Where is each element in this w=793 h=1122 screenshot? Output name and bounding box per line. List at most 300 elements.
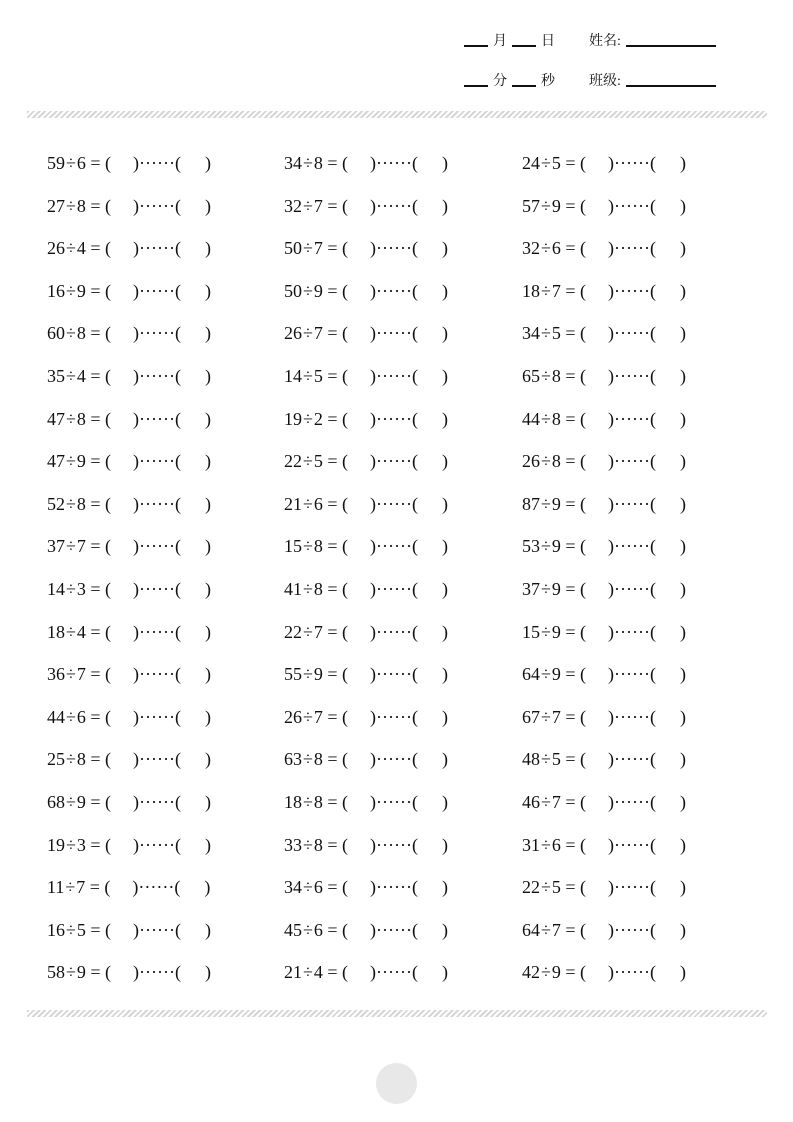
division-problem [522, 408, 686, 430]
remainder-open-paren: ( [412, 579, 419, 599]
remainder-close-paren: ) [205, 834, 212, 855]
divide-sign: ÷ [541, 323, 551, 344]
quotient-open-paren: ( [342, 621, 349, 642]
remainder-close-paren: ) [442, 919, 449, 940]
remainder-dots: ······ [614, 706, 651, 727]
second-blank[interactable] [512, 85, 536, 87]
remainder-dots: ······ [614, 493, 651, 514]
divide-sign: ÷ [303, 366, 313, 386]
divide-sign: ÷ [541, 621, 551, 642]
quotient-open-paren: ( [105, 706, 112, 727]
remainder-dots: ······ [376, 706, 413, 727]
divisor: 8 [551, 451, 561, 472]
quotient-close-paren: ) [370, 451, 377, 472]
remainder-open-paren: ( [650, 919, 657, 940]
remainder-dots: ······ [376, 919, 413, 940]
division-problem [284, 791, 448, 813]
division-problem [284, 621, 448, 643]
remainder-close-paren: ) [205, 536, 212, 557]
quotient-close-paren: ) [133, 280, 140, 301]
remainder-close-paren: ) [680, 919, 687, 940]
remainder-open-paren: ( [412, 664, 419, 685]
equals-sign: = [322, 579, 343, 599]
quotient-open-paren: ( [580, 962, 587, 983]
remainder-open-paren: ( [650, 451, 657, 472]
quotient-close-paren: ) [608, 792, 615, 812]
dividend: 42 [522, 962, 540, 983]
divide-sign: ÷ [303, 579, 313, 599]
dividend: 41 [284, 579, 302, 599]
class-blank[interactable] [626, 85, 716, 87]
quotient-open-paren: ( [105, 408, 112, 429]
division-problem [47, 493, 211, 515]
divisor: 8 [313, 749, 323, 770]
equals-sign: = [85, 280, 106, 301]
top-divider [27, 111, 767, 118]
dividend: 55 [284, 664, 302, 685]
remainder-close-paren: ) [680, 451, 687, 472]
remainder-open-paren: ( [175, 366, 182, 386]
division-problem [284, 834, 448, 856]
quotient-open-paren: ( [580, 280, 587, 301]
division-problem [47, 152, 211, 174]
remainder-open-paren: ( [175, 579, 182, 599]
quotient-open-paren: ( [105, 621, 112, 642]
divide-sign: ÷ [541, 451, 551, 472]
divide-sign: ÷ [66, 493, 76, 514]
divide-sign: ÷ [303, 749, 313, 770]
quotient-open-paren: ( [580, 323, 587, 344]
equals-sign: = [560, 195, 581, 216]
remainder-dots: ······ [376, 877, 413, 898]
remainder-close-paren: ) [205, 366, 212, 386]
remainder-open-paren: ( [412, 621, 419, 642]
division-problem [47, 919, 211, 941]
divisor: 8 [76, 749, 86, 770]
quotient-close-paren: ) [370, 536, 377, 557]
dividend: 67 [522, 706, 540, 727]
dividend: 53 [522, 536, 540, 557]
quotient-open-paren: ( [105, 280, 112, 301]
dividend: 21 [284, 493, 302, 514]
remainder-open-paren: ( [412, 195, 419, 216]
remainder-close-paren: ) [680, 962, 687, 983]
quotient-close-paren: ) [608, 323, 615, 344]
divide-sign: ÷ [303, 280, 313, 301]
quotient-close-paren: ) [133, 195, 140, 216]
quotient-close-paren: ) [370, 366, 377, 386]
quotient-close-paren: ) [370, 834, 377, 855]
division-problem [284, 365, 448, 387]
remainder-open-paren: ( [175, 408, 182, 429]
divisor: 4 [313, 962, 323, 983]
quotient-close-paren: ) [133, 664, 140, 685]
equals-sign: = [560, 706, 581, 727]
equals-sign: = [322, 877, 343, 898]
divisor: 6 [313, 877, 323, 898]
quotient-open-paren: ( [580, 579, 587, 599]
remainder-open-paren: ( [650, 366, 657, 386]
divisor: 9 [76, 280, 86, 301]
divisor: 5 [551, 877, 561, 898]
quotient-close-paren: ) [133, 451, 140, 472]
remainder-dots: ······ [139, 153, 176, 173]
quotient-open-paren: ( [580, 749, 587, 770]
division-problem [47, 365, 211, 387]
dividend: 33 [284, 834, 302, 855]
divisor: 7 [313, 195, 323, 216]
dividend: 32 [522, 238, 540, 259]
equals-sign: = [85, 493, 106, 514]
divisor: 5 [551, 153, 561, 173]
dividend: 57 [522, 195, 540, 216]
divide-sign: ÷ [303, 195, 313, 216]
quotient-close-paren: ) [133, 493, 140, 514]
remainder-dots: ······ [139, 280, 176, 301]
division-problem [522, 919, 686, 941]
quotient-close-paren: ) [370, 706, 377, 727]
remainder-dots: ······ [139, 493, 176, 514]
quotient-close-paren: ) [370, 664, 377, 685]
remainder-close-paren: ) [442, 877, 449, 898]
remainder-close-paren: ) [680, 238, 687, 259]
remainder-dots: ······ [614, 280, 651, 301]
dividend: 34 [284, 153, 302, 173]
division-problem [522, 322, 686, 344]
remainder-close-paren: ) [680, 621, 687, 642]
equals-sign: = [560, 280, 581, 301]
divisor: 9 [551, 664, 561, 685]
equals-sign: = [560, 621, 581, 642]
quotient-open-paren: ( [342, 408, 349, 429]
divisor: 9 [551, 536, 561, 557]
equals-sign: = [85, 664, 106, 685]
divisor: 9 [76, 792, 86, 812]
division-problem [47, 322, 211, 344]
quotient-close-paren: ) [370, 323, 377, 344]
divisor: 9 [551, 621, 561, 642]
remainder-open-paren: ( [175, 280, 182, 301]
remainder-close-paren: ) [680, 195, 687, 216]
division-problem [284, 663, 448, 685]
quotient-open-paren: ( [580, 919, 587, 940]
equals-sign: = [560, 366, 581, 386]
remainder-open-paren: ( [650, 153, 657, 173]
dividend: 44 [522, 408, 540, 429]
divide-sign: ÷ [541, 877, 551, 898]
divisor: 7 [313, 621, 323, 642]
divide-sign: ÷ [66, 792, 76, 812]
dividend: 50 [284, 280, 302, 301]
remainder-close-paren: ) [205, 195, 212, 216]
divide-sign: ÷ [303, 962, 313, 983]
equals-sign: = [85, 621, 106, 642]
quotient-close-paren: ) [608, 877, 615, 898]
dividend: 26 [522, 451, 540, 472]
quotient-open-paren: ( [580, 792, 587, 812]
remainder-close-paren: ) [680, 664, 687, 685]
quotient-open-paren: ( [105, 792, 112, 812]
divide-sign: ÷ [66, 579, 76, 599]
divide-sign: ÷ [66, 834, 76, 855]
divide-sign: ÷ [303, 451, 313, 472]
dividend: 24 [522, 153, 540, 173]
quotient-close-paren: ) [608, 536, 615, 557]
remainder-close-paren: ) [205, 153, 212, 173]
remainder-open-paren: ( [175, 238, 182, 259]
divisor: 8 [313, 579, 323, 599]
remainder-open-paren: ( [175, 962, 182, 983]
quotient-close-paren: ) [608, 280, 615, 301]
dividend: 18 [47, 621, 65, 642]
quotient-close-paren: ) [608, 366, 615, 386]
division-problem [284, 919, 448, 941]
remainder-close-paren: ) [680, 153, 687, 173]
divisor: 8 [313, 153, 323, 173]
quotient-close-paren: ) [133, 153, 140, 173]
remainder-open-paren: ( [412, 493, 419, 514]
remainder-dots: ······ [139, 834, 176, 855]
quotient-close-paren: ) [370, 919, 377, 940]
dividend: 14 [47, 579, 65, 599]
dividend: 47 [47, 408, 65, 429]
remainder-open-paren: ( [650, 792, 657, 812]
divide-sign: ÷ [303, 238, 313, 259]
division-problem [284, 322, 448, 344]
remainder-open-paren: ( [650, 408, 657, 429]
quotient-close-paren: ) [370, 749, 377, 770]
dividend: 46 [522, 792, 540, 812]
dividend: 35 [47, 366, 65, 386]
division-problem [284, 961, 448, 983]
remainder-dots: ······ [376, 792, 413, 812]
remainder-close-paren: ) [205, 493, 212, 514]
equals-sign: = [322, 664, 343, 685]
equals-sign: = [322, 323, 343, 344]
divide-sign: ÷ [303, 536, 313, 557]
remainder-dots: ······ [376, 749, 413, 770]
equals-sign: = [85, 153, 106, 173]
quotient-close-paren: ) [370, 493, 377, 514]
quotient-open-paren: ( [105, 366, 112, 386]
divisor: 8 [313, 792, 323, 812]
dividend: 59 [47, 153, 65, 173]
division-problem [522, 748, 686, 770]
quotient-open-paren: ( [342, 323, 349, 344]
remainder-close-paren: ) [442, 579, 449, 599]
remainder-dots: ······ [376, 323, 413, 344]
equals-sign: = [85, 792, 106, 812]
remainder-close-paren: ) [442, 323, 449, 344]
equals-sign: = [560, 323, 581, 344]
divide-sign: ÷ [66, 323, 76, 344]
divisor: 6 [76, 706, 86, 727]
divide-sign: ÷ [303, 919, 313, 940]
remainder-close-paren: ) [205, 579, 212, 599]
quotient-close-paren: ) [608, 238, 615, 259]
remainder-open-paren: ( [412, 238, 419, 259]
division-problem [284, 237, 448, 259]
divisor: 5 [551, 749, 561, 770]
remainder-open-paren: ( [412, 706, 419, 727]
remainder-dots: ······ [614, 408, 651, 429]
remainder-dots: ······ [614, 451, 651, 472]
divide-sign: ÷ [66, 919, 76, 940]
remainder-dots: ······ [614, 664, 651, 685]
quotient-close-paren: ) [370, 579, 377, 599]
remainder-dots: ······ [139, 962, 176, 983]
divide-sign: ÷ [541, 366, 551, 386]
divide-sign: ÷ [541, 195, 551, 216]
remainder-dots: ······ [614, 621, 651, 642]
divisor: 7 [551, 706, 561, 727]
equals-sign: = [85, 238, 106, 259]
remainder-close-paren: ) [205, 749, 212, 770]
remainder-dots: ······ [139, 664, 176, 685]
dividend: 87 [522, 493, 540, 514]
remainder-open-paren: ( [412, 366, 419, 386]
division-problem [47, 450, 211, 472]
divisor: 8 [76, 195, 86, 216]
remainder-close-paren: ) [442, 408, 449, 429]
quotient-close-paren: ) [133, 323, 140, 344]
divide-sign: ÷ [541, 792, 551, 812]
quotient-open-paren: ( [105, 962, 112, 983]
remainder-dots: ······ [376, 664, 413, 685]
divide-sign: ÷ [66, 408, 76, 429]
divide-sign: ÷ [66, 153, 76, 173]
name-label: 姓名: [589, 34, 621, 49]
quotient-close-paren: ) [133, 919, 140, 940]
divide-sign: ÷ [303, 877, 313, 898]
day-blank[interactable] [512, 45, 536, 47]
month-blank[interactable] [464, 45, 488, 47]
equals-sign: = [322, 834, 343, 855]
remainder-dots: ······ [139, 919, 176, 940]
equals-sign: = [85, 195, 106, 216]
quotient-open-paren: ( [105, 579, 112, 599]
remainder-close-paren: ) [205, 323, 212, 344]
remainder-close-paren: ) [205, 664, 212, 685]
divide-sign: ÷ [541, 834, 551, 855]
division-problem [284, 876, 448, 898]
dividend: 52 [47, 493, 65, 514]
divide-sign: ÷ [303, 664, 313, 685]
remainder-dots: ······ [376, 579, 413, 599]
quotient-close-paren: ) [370, 962, 377, 983]
quotient-open-paren: ( [580, 408, 587, 429]
quotient-close-paren: ) [608, 408, 615, 429]
quotient-close-paren: ) [608, 834, 615, 855]
remainder-close-paren: ) [205, 408, 212, 429]
quotient-close-paren: ) [608, 621, 615, 642]
remainder-close-paren: ) [680, 749, 687, 770]
remainder-close-paren: ) [205, 706, 212, 727]
quotient-open-paren: ( [104, 877, 111, 898]
dividend: 34 [522, 323, 540, 344]
quotient-close-paren: ) [133, 366, 140, 386]
name-blank[interactable] [626, 45, 716, 47]
remainder-close-paren: ) [205, 238, 212, 259]
dividend: 14 [284, 366, 302, 386]
equals-sign: = [85, 451, 106, 472]
remainder-close-paren: ) [205, 919, 212, 940]
dividend: 11 [47, 877, 65, 898]
dividend: 16 [47, 280, 65, 301]
quotient-open-paren: ( [105, 195, 112, 216]
equals-sign: = [560, 919, 581, 940]
division-problem [522, 493, 686, 515]
divide-sign: ÷ [541, 664, 551, 685]
remainder-open-paren: ( [412, 323, 419, 344]
remainder-close-paren: ) [442, 962, 449, 983]
dividend: 18 [522, 280, 540, 301]
dividend: 64 [522, 664, 540, 685]
quotient-open-paren: ( [342, 919, 349, 940]
quotient-close-paren: ) [608, 749, 615, 770]
remainder-close-paren: ) [442, 749, 449, 770]
remainder-close-paren: ) [680, 706, 687, 727]
remainder-close-paren: ) [680, 834, 687, 855]
remainder-open-paren: ( [412, 834, 419, 855]
quotient-close-paren: ) [608, 664, 615, 685]
day-label: 日 [541, 34, 555, 49]
remainder-dots: ······ [139, 621, 176, 642]
divide-sign: ÷ [66, 706, 76, 727]
remainder-open-paren: ( [650, 536, 657, 557]
division-problem [284, 195, 448, 217]
divisor: 9 [76, 451, 86, 472]
remainder-close-paren: ) [442, 664, 449, 685]
divide-sign: ÷ [66, 451, 76, 472]
remainder-dots: ······ [614, 238, 651, 259]
remainder-close-paren: ) [442, 238, 449, 259]
quotient-open-paren: ( [105, 451, 112, 472]
remainder-close-paren: ) [680, 280, 687, 301]
divisor: 7 [313, 323, 323, 344]
quotient-close-paren: ) [608, 962, 615, 983]
quotient-open-paren: ( [342, 366, 349, 386]
equals-sign: = [322, 280, 343, 301]
divide-sign: ÷ [66, 749, 76, 770]
dividend: 63 [284, 749, 302, 770]
remainder-dots: ······ [376, 621, 413, 642]
division-problem [522, 961, 686, 983]
division-problem [522, 663, 686, 685]
divisor: 6 [313, 493, 323, 514]
divide-sign: ÷ [541, 493, 551, 514]
quotient-close-paren: ) [133, 792, 140, 812]
bottom-divider [27, 1010, 767, 1017]
equals-sign: = [322, 536, 343, 557]
quotient-close-paren: ) [133, 621, 140, 642]
quotient-open-paren: ( [342, 195, 349, 216]
equals-sign: = [85, 834, 106, 855]
remainder-dots: ······ [614, 323, 651, 344]
equals-sign: = [560, 579, 581, 599]
division-problem [522, 876, 686, 898]
divisor: 9 [551, 493, 561, 514]
quotient-close-paren: ) [132, 877, 139, 898]
divisor: 8 [551, 408, 561, 429]
division-problem [47, 961, 211, 983]
quotient-open-paren: ( [105, 153, 112, 173]
division-problem [47, 748, 211, 770]
divisor: 8 [76, 408, 86, 429]
remainder-dots: ······ [614, 153, 651, 173]
divide-sign: ÷ [66, 962, 76, 983]
minute-blank[interactable] [464, 85, 488, 87]
